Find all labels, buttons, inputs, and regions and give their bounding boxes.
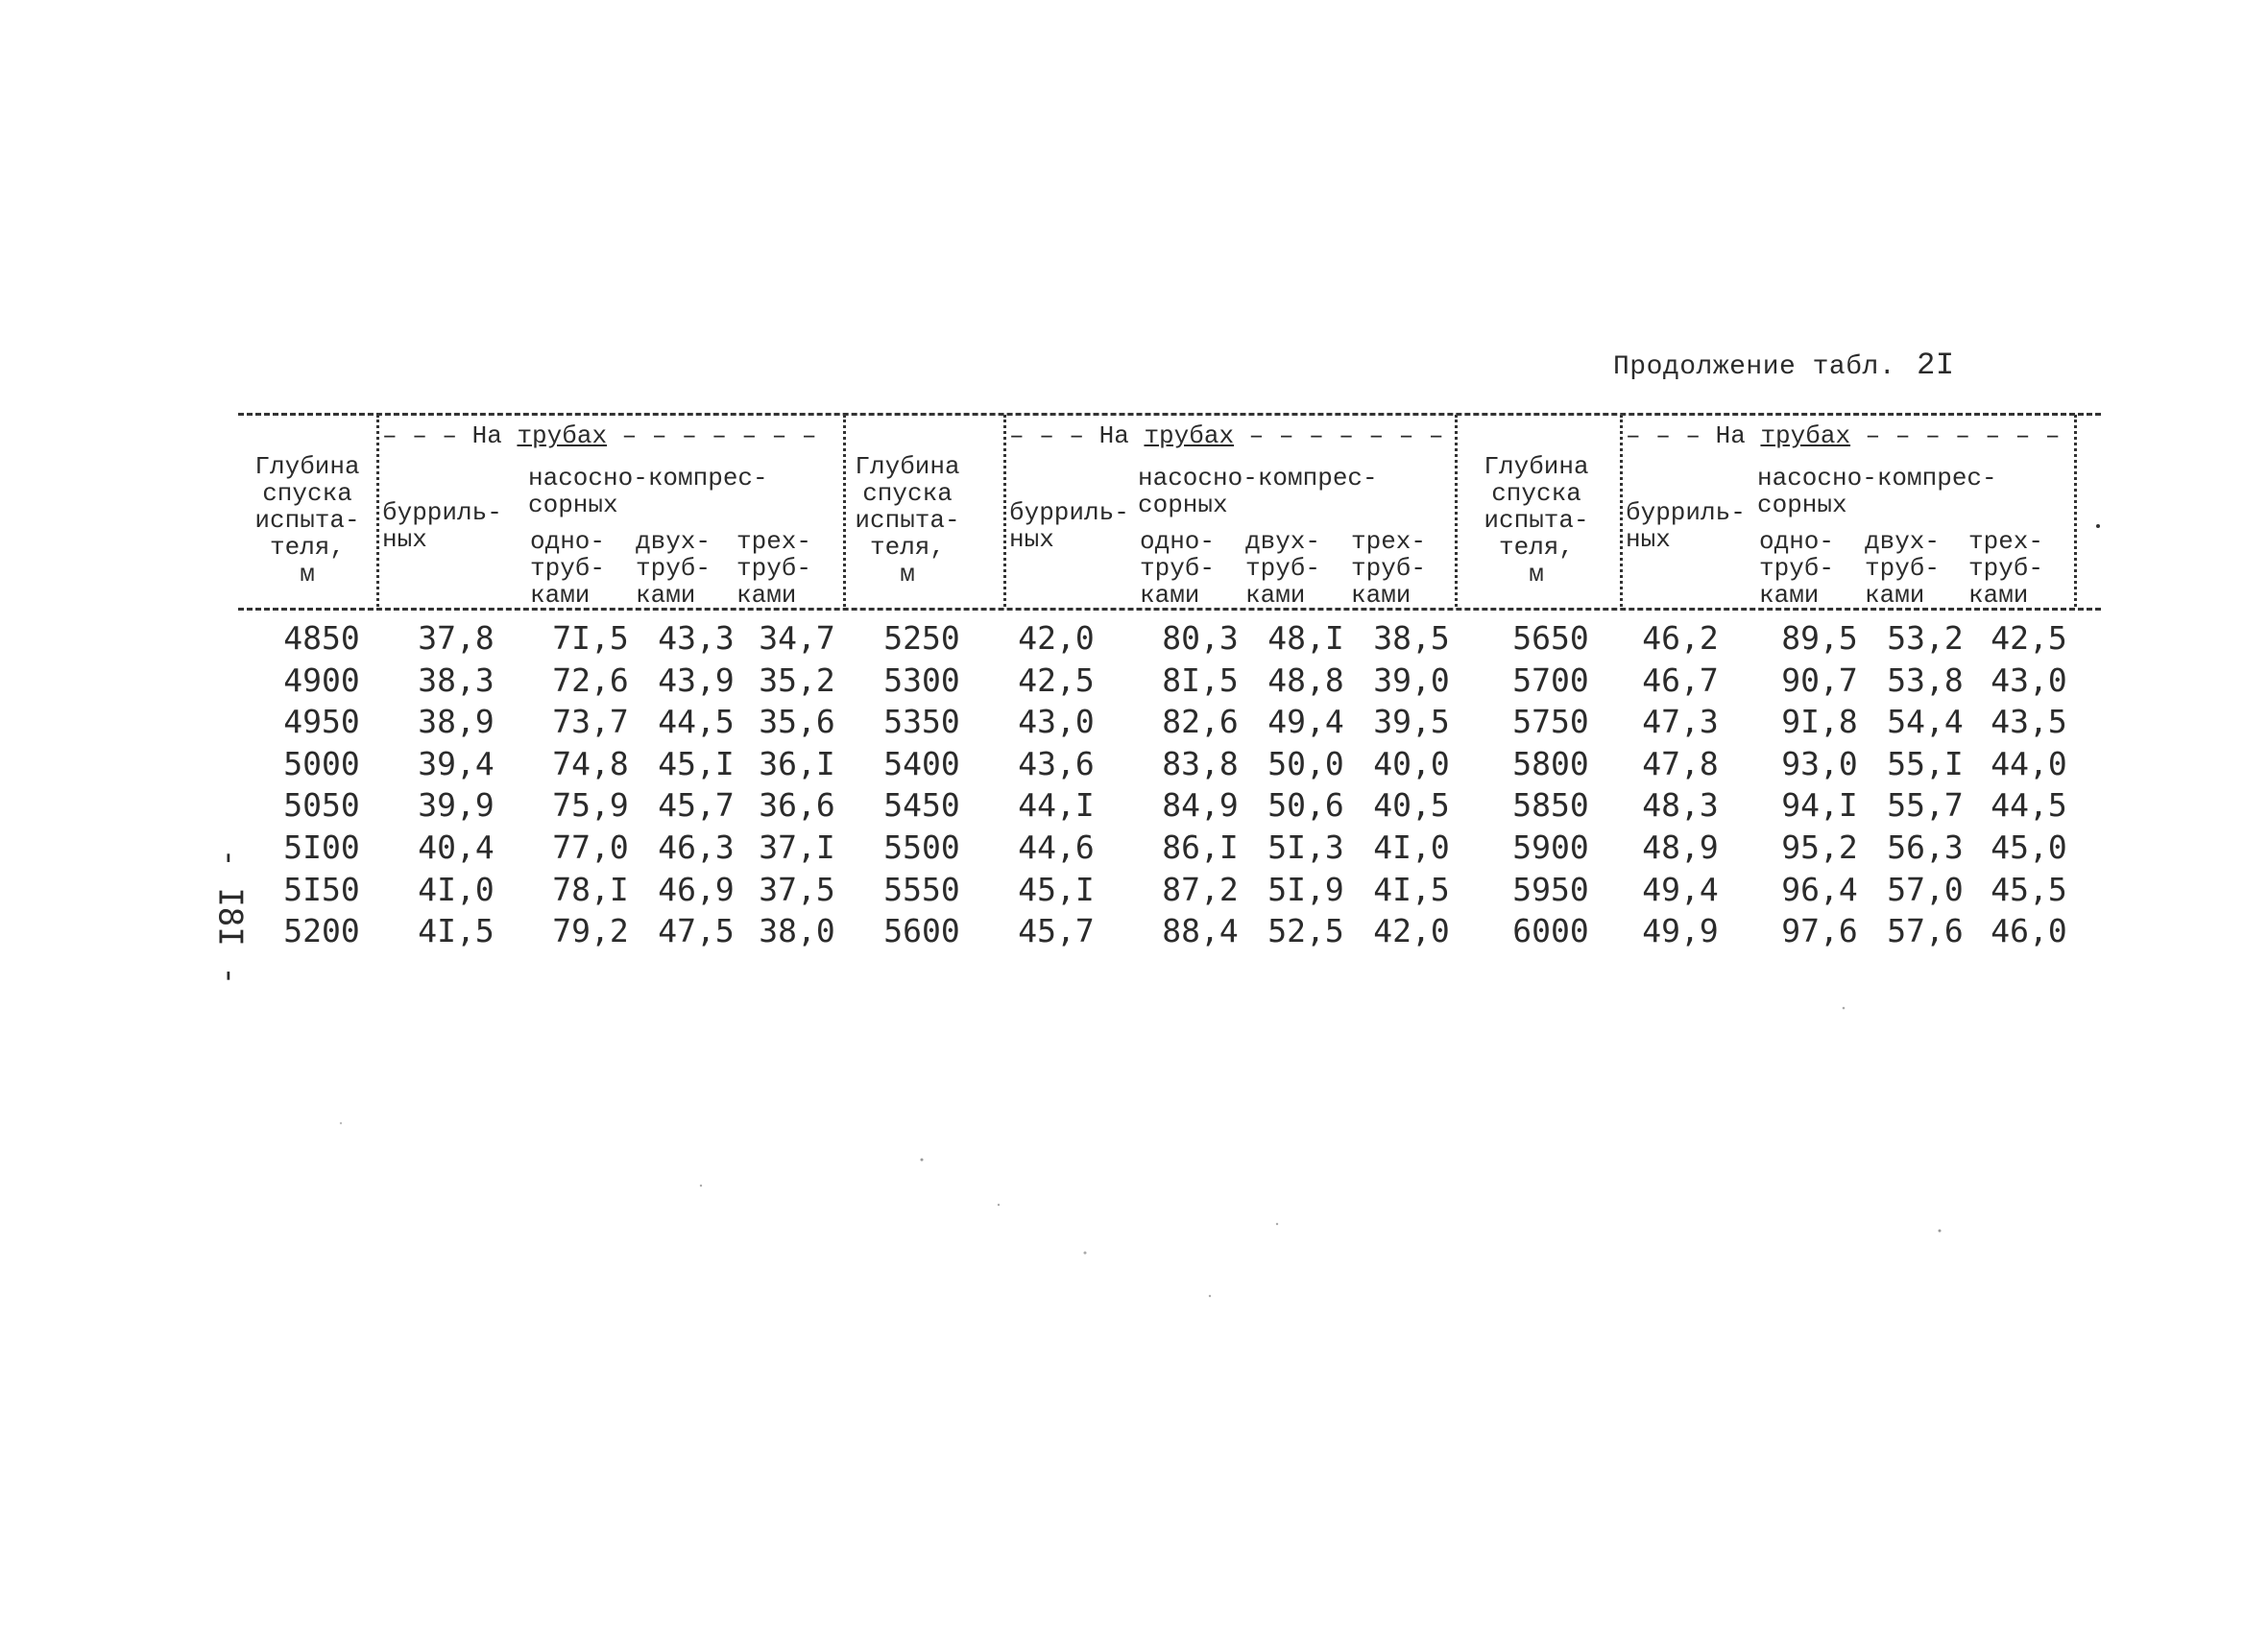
group-right-divider <box>1455 415 1458 607</box>
single-pipe-cell: 78,I <box>552 870 629 908</box>
triple-pipe-cell: 46,0 <box>1991 912 2067 950</box>
sub-header-line: ками <box>1140 581 1200 610</box>
sub-header-line: одно- <box>1759 527 1835 556</box>
drill-header-line: бурриль- <box>1009 498 1129 527</box>
depth-cell: 6000 <box>1512 912 1589 950</box>
pump-header-line: сорных <box>528 491 618 519</box>
pump-header-line: насосно-компрес- <box>528 464 768 492</box>
depth-cell: 5I00 <box>283 829 360 866</box>
triple-pipe-cell: 42,5 <box>1991 619 2067 657</box>
depth-cell: 5900 <box>1512 829 1589 866</box>
sub-header-line: труб- <box>1140 554 1216 583</box>
pump-header-line: насосно-компрес- <box>1138 464 1378 492</box>
page-number: - I8I - <box>210 848 250 986</box>
single-pipe-cell: 89,5 <box>1781 619 1858 657</box>
sub-header-line: труб- <box>1245 554 1321 583</box>
triple-pipe-cell: 40,0 <box>1373 744 1450 782</box>
triple-pipe-cell: 38,5 <box>1373 619 1450 657</box>
depth-header-line: испыта- <box>254 506 360 535</box>
sub-column-header-single <box>1140 528 1215 609</box>
single-pipe-cell: 94,I <box>1781 786 1858 825</box>
depth-column-header <box>240 453 374 588</box>
sub-header-line: труб- <box>636 554 712 583</box>
depth-cell: 5300 <box>883 660 960 699</box>
depth-cell: 5550 <box>883 870 960 908</box>
single-pipe-cell: 7I,5 <box>552 619 629 657</box>
drill-header-line: ных <box>382 525 427 554</box>
sub-column-header-triple <box>1351 528 1426 609</box>
double-pipe-cell: 56,3 <box>1887 829 1964 866</box>
triple-pipe-cell: 42,0 <box>1373 912 1450 950</box>
depth-header-line: спуска <box>1491 479 1581 508</box>
drill-pipe-cell: 49,9 <box>1642 912 1719 950</box>
double-pipe-cell: 50,6 <box>1267 786 1344 825</box>
drill-pipe-cell: 4I,0 <box>418 870 495 908</box>
sub-header-line: труб- <box>1865 554 1941 583</box>
drill-pipe-cell: 46,7 <box>1642 660 1719 699</box>
sub-header-line: труб- <box>530 554 606 583</box>
triple-pipe-cell: 37,5 <box>759 870 835 908</box>
depth-cell: 5750 <box>1512 703 1589 741</box>
depth-cell: 5250 <box>883 619 960 657</box>
single-pipe-cell: 82,6 <box>1162 703 1239 741</box>
caption-table-number: 2I <box>1917 348 1955 383</box>
sub-column-header-triple <box>736 528 811 609</box>
sub-header-line: ками <box>1968 581 2029 610</box>
drill-pipe-cell: 42,0 <box>1018 619 1095 657</box>
triple-pipe-cell: 39,0 <box>1373 660 1450 699</box>
single-pipe-cell: 9I,8 <box>1781 703 1858 741</box>
double-pipe-cell: 57,0 <box>1887 870 1964 908</box>
triple-pipe-cell: 43,5 <box>1991 703 2067 741</box>
double-pipe-cell: 46,3 <box>658 829 735 866</box>
pump-header-line: насосно-компрес- <box>1757 464 1997 492</box>
depth-header-line: спуска <box>262 479 352 508</box>
depth-cell: 5950 <box>1512 870 1589 908</box>
sub-header-line: одно- <box>530 527 606 556</box>
double-pipe-cell: 5I,3 <box>1267 829 1344 866</box>
sub-header-line: ками <box>636 581 696 610</box>
group-left-divider <box>1003 415 1006 607</box>
double-pipe-cell: 48,8 <box>1267 660 1344 699</box>
drill-pipe-cell: 47,3 <box>1642 703 1719 741</box>
depth-cell: 5400 <box>883 744 960 782</box>
depth-cell: 5I50 <box>283 870 360 908</box>
depth-header-line: испыта- <box>1484 506 1589 535</box>
single-pipe-cell: 79,2 <box>552 912 629 950</box>
double-pipe-cell: 55,7 <box>1887 786 1964 825</box>
drill-pipes-header <box>1626 499 1746 553</box>
depth-cell: 4850 <box>283 619 360 657</box>
double-pipe-cell: 45,I <box>658 744 735 782</box>
double-pipe-cell: 43,3 <box>658 619 735 657</box>
on-pipes-header: – – – На трубах – – – – – – – <box>382 421 817 450</box>
depth-cell: 5850 <box>1512 786 1589 825</box>
pump-header-line: сорных <box>1757 491 1847 519</box>
triple-pipe-cell: 35,2 <box>759 660 835 699</box>
sub-header-line: трех- <box>1968 527 2044 556</box>
single-pipe-cell: 95,2 <box>1781 829 1858 866</box>
depth-cell: 5000 <box>283 744 360 782</box>
on-pipes-header: – – – На трубах – – – – – – – <box>1009 421 1444 450</box>
single-pipe-cell: 97,6 <box>1781 912 1858 950</box>
triple-pipe-cell: 38,0 <box>759 912 835 950</box>
sub-column-header-triple <box>1968 528 2043 609</box>
sub-header-line: ками <box>1865 581 1925 610</box>
depth-header-line: спуска <box>862 479 953 508</box>
triple-pipe-cell: 34,7 <box>759 619 835 657</box>
table-top-rule <box>238 413 2101 416</box>
drill-pipe-cell: 45,7 <box>1018 912 1095 950</box>
drill-pipes-header <box>1009 499 1129 553</box>
triple-pipe-cell: 44,0 <box>1991 744 2067 782</box>
sub-header-line: труб- <box>736 554 812 583</box>
drill-header-line: бурриль- <box>382 498 502 527</box>
single-pipe-cell: 75,9 <box>552 786 629 825</box>
depth-cell: 5200 <box>283 912 360 950</box>
double-pipe-cell: 45,7 <box>658 786 735 825</box>
sub-header-line: двух- <box>636 527 712 556</box>
depth-cell: 5500 <box>883 829 960 866</box>
sub-header-line: ками <box>736 581 797 610</box>
depth-header-line: м <box>900 560 915 588</box>
triple-pipe-cell: 39,5 <box>1373 703 1450 741</box>
single-pipe-cell: 72,6 <box>552 660 629 699</box>
single-pipe-cell: 8I,5 <box>1162 660 1239 699</box>
depth-cell: 5650 <box>1512 619 1589 657</box>
sub-header-line: двух- <box>1245 527 1321 556</box>
double-pipe-cell: 46,9 <box>658 870 735 908</box>
triple-pipe-cell: 40,5 <box>1373 786 1450 825</box>
drill-pipe-cell: 48,9 <box>1642 829 1719 866</box>
depth-cell: 5700 <box>1512 660 1589 699</box>
single-pipe-cell: 74,8 <box>552 744 629 782</box>
depth-header-line: испыта- <box>855 506 960 535</box>
drill-header-line: ных <box>1626 525 1671 554</box>
on-pipes-word: трубах <box>517 421 608 450</box>
depth-cell: 5450 <box>883 786 960 825</box>
drill-header-line: ных <box>1009 525 1054 554</box>
double-pipe-cell: 43,9 <box>658 660 735 699</box>
on-pipes-prefix: На <box>1715 421 1746 450</box>
drill-pipe-cell: 49,4 <box>1642 870 1719 908</box>
depth-cell: 5600 <box>883 912 960 950</box>
drill-header-line: бурриль- <box>1626 498 1746 527</box>
single-pipe-cell: 86,I <box>1162 829 1239 866</box>
triple-pipe-cell: 44,5 <box>1991 786 2067 825</box>
drill-pipe-cell: 44,6 <box>1018 829 1095 866</box>
single-pipe-cell: 93,0 <box>1781 744 1858 782</box>
triple-pipe-cell: 45,0 <box>1991 829 2067 866</box>
sub-column-header-single <box>1759 528 1834 609</box>
drill-pipe-cell: 44,I <box>1018 786 1095 825</box>
table-caption <box>1613 348 1955 383</box>
double-pipe-cell: 5I,9 <box>1267 870 1344 908</box>
single-pipe-cell: 88,4 <box>1162 912 1239 950</box>
drill-pipe-cell: 48,3 <box>1642 786 1719 825</box>
depth-cell: 5800 <box>1512 744 1589 782</box>
triple-pipe-cell: 45,5 <box>1991 870 2067 908</box>
triple-pipe-cell: 37,I <box>759 829 835 866</box>
drill-pipe-cell: 37,8 <box>418 619 495 657</box>
sub-header-line: труб- <box>1759 554 1835 583</box>
drill-pipe-cell: 40,4 <box>418 829 495 866</box>
single-pipe-cell: 87,2 <box>1162 870 1239 908</box>
sub-column-header-double <box>1245 528 1320 609</box>
single-pipe-cell: 77,0 <box>552 829 629 866</box>
sub-header-line: ками <box>530 581 591 610</box>
double-pipe-cell: 53,2 <box>1887 619 1964 657</box>
sub-header-line: трех- <box>1351 527 1427 556</box>
single-pipe-cell: 73,7 <box>552 703 629 741</box>
triple-pipe-cell: 36,I <box>759 744 835 782</box>
double-pipe-cell: 54,4 <box>1887 703 1964 741</box>
depth-header-line: Глубина <box>254 452 360 481</box>
drill-pipe-cell: 42,5 <box>1018 660 1095 699</box>
drill-pipe-cell: 46,2 <box>1642 619 1719 657</box>
pump-pipes-header <box>528 465 768 518</box>
double-pipe-cell: 52,5 <box>1267 912 1344 950</box>
single-pipe-cell: 96,4 <box>1781 870 1858 908</box>
drill-pipe-cell: 47,8 <box>1642 744 1719 782</box>
drill-pipe-cell: 4I,5 <box>418 912 495 950</box>
group-right-divider <box>2074 415 2077 607</box>
double-pipe-cell: 57,6 <box>1887 912 1964 950</box>
sub-header-line: трех- <box>736 527 812 556</box>
depth-column-header <box>840 453 975 588</box>
on-pipes-word: трубах <box>1760 421 1851 450</box>
drill-pipes-header <box>382 499 502 553</box>
double-pipe-cell: 50,0 <box>1267 744 1344 782</box>
drill-pipe-cell: 43,0 <box>1018 703 1095 741</box>
triple-pipe-cell: 4I,5 <box>1373 870 1450 908</box>
depth-header-line: теля, <box>1498 533 1574 562</box>
sub-column-header-double <box>1865 528 1940 609</box>
depth-cell: 5350 <box>883 703 960 741</box>
depth-header-line: теля, <box>869 533 945 562</box>
group-left-divider <box>1620 415 1623 607</box>
double-pipe-cell: 53,8 <box>1887 660 1964 699</box>
depth-header-line: Глубина <box>855 452 960 481</box>
sub-header-line: ками <box>1759 581 1820 610</box>
depth-column-header <box>1469 453 1604 588</box>
double-pipe-cell: 47,5 <box>658 912 735 950</box>
depth-header-line: теля, <box>269 533 345 562</box>
triple-pipe-cell: 4I,0 <box>1373 829 1450 866</box>
pump-pipes-header <box>1138 465 1378 518</box>
triple-pipe-cell: 35,6 <box>759 703 835 741</box>
depth-header-line: Глубина <box>1484 452 1589 481</box>
sub-header-line: ками <box>1245 581 1306 610</box>
on-pipes-word: трубах <box>1144 421 1235 450</box>
sub-header-line: труб- <box>1351 554 1427 583</box>
drill-pipe-cell: 45,I <box>1018 870 1095 908</box>
depth-cell: 4900 <box>283 660 360 699</box>
drill-pipe-cell: 39,4 <box>418 744 495 782</box>
on-pipes-prefix: На <box>471 421 502 450</box>
sub-column-header-single <box>530 528 605 609</box>
sub-column-header-double <box>636 528 711 609</box>
group-left-divider <box>376 415 379 607</box>
on-pipes-prefix: На <box>1098 421 1129 450</box>
sub-header-line: двух- <box>1865 527 1941 556</box>
depth-cell: 5050 <box>283 786 360 825</box>
sub-header-line: труб- <box>1968 554 2044 583</box>
double-pipe-cell: 55,I <box>1887 744 1964 782</box>
double-pipe-cell: 48,I <box>1267 619 1344 657</box>
single-pipe-cell: 83,8 <box>1162 744 1239 782</box>
drill-pipe-cell: 43,6 <box>1018 744 1095 782</box>
triple-pipe-cell: 43,0 <box>1991 660 2067 699</box>
depth-header-line: м <box>1529 560 1544 588</box>
drill-pipe-cell: 38,3 <box>418 660 495 699</box>
depth-cell: 4950 <box>283 703 360 741</box>
caption-text: Продолжение табл. <box>1613 352 1896 382</box>
drill-pipe-cell: 39,9 <box>418 786 495 825</box>
double-pipe-cell: 44,5 <box>658 703 735 741</box>
single-pipe-cell: 84,9 <box>1162 786 1239 825</box>
sub-header-line: ками <box>1351 581 1411 610</box>
depth-header-line: м <box>300 560 315 588</box>
single-pipe-cell: 90,7 <box>1781 660 1858 699</box>
sub-header-line: одно- <box>1140 527 1216 556</box>
double-pipe-cell: 49,4 <box>1267 703 1344 741</box>
single-pipe-cell: 80,3 <box>1162 619 1239 657</box>
on-pipes-header: – – – На трубах – – – – – – – <box>1626 421 2061 450</box>
drill-pipe-cell: 38,9 <box>418 703 495 741</box>
triple-pipe-cell: 36,6 <box>759 786 835 825</box>
pump-pipes-header <box>1757 465 1997 518</box>
pump-header-line: сорных <box>1138 491 1228 519</box>
